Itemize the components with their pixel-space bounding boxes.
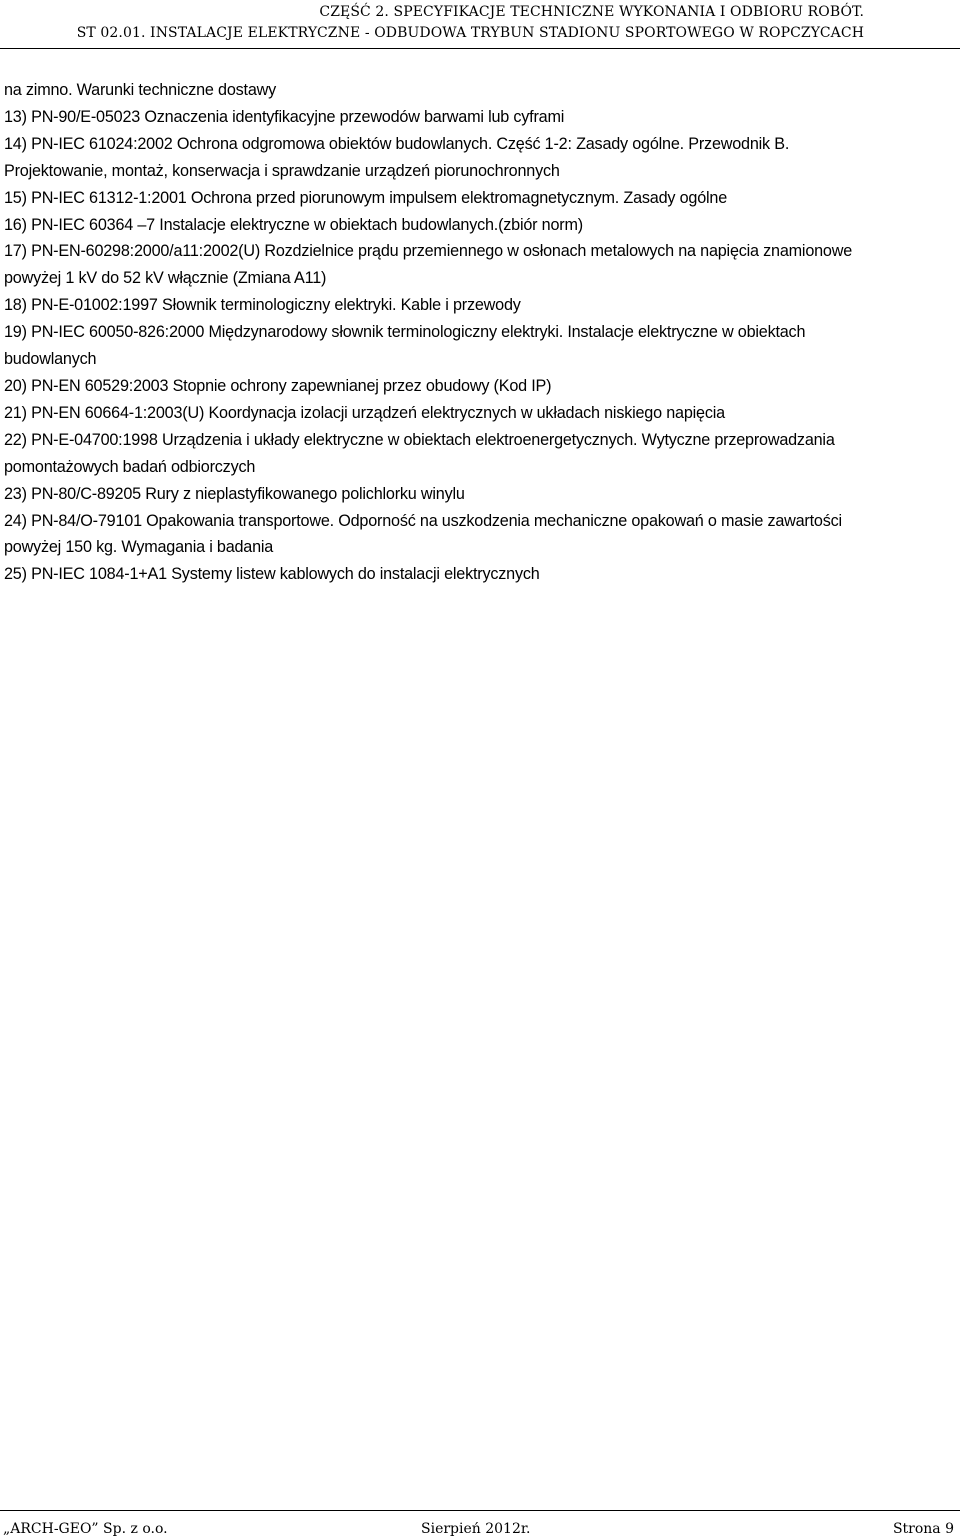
body-line: 16) PN-IEC 60364 –7 Instalacje elektryczne w obiektach budowlanych.(zbiór norm) [4,215,583,234]
footer-divider [0,1510,960,1511]
footer-date: Sierpień 2012r. [421,1521,531,1537]
document-body [4,77,956,588]
body-line: 23) PN-80/C-89205 Rury z nieplastyfikowanego polichlorku winylu [4,484,465,503]
body-line: 25) PN-IEC 1084-1+A1 Systemy listew kablowych do instalacji elektrycznych [4,565,540,584]
body-line: 17) PN-EN-60298:2000/a11:2002(U) Rozdzielnice prądu przemiennego w osłonach metalowych na napięcia znamionowe [4,242,853,261]
body-line: pomontażowych badań odbiorczych [4,457,256,476]
page-footer [0,1519,960,1539]
body-line: 18) PN-E-01002:1997 Słownik terminologiczny elektryki. Kable i przewody [4,296,521,315]
header-subtitle-line: ST 02.01. INSTALACJE ELEKTRYCZNE - ODBUDOWA TRYBUN STADIONU SPORTOWEGO W ROPCZYCACH [76,25,864,41]
body-line: 20) PN-EN 60529:2003 Stopnie ochrony zapewnianej przez obudowy (Kod IP) [4,376,552,395]
header-title-line: CZĘŚĆ 2. SPECYFIKACJE TECHNICZNE WYKONANIA I ODBIORU ROBÓT. [319,4,864,20]
body-line: 14) PN-IEC 61024:2002 Ochrona odgromowa obiektów budowlanych. Część 1-2: Zasady ogólne. Przewodnik B. [4,134,790,153]
body-line: powyżej 1 kV do 52 kV włącznie (Zmiana A11) [4,269,327,288]
body-line: 19) PN-IEC 60050-826:2000 Międzynarodowy słownik terminologiczny elektryki. Instalacje elektryczne w obiektach [4,323,806,342]
page-header [77,2,864,44]
footer-company: „ARCH-GEO” Sp. z o.o. [3,1521,168,1537]
header-divider [0,48,960,49]
body-line: powyżej 150 kg. Wymagania i badania [4,538,274,557]
body-line: 21) PN-EN 60664-1:2003(U) Koordynacja izolacji urządzeń elektrycznych w układach niskiego napięcia [4,403,725,422]
body-line: budowlanych [4,350,97,369]
body-line: 13) PN-90/E-05023 Oznaczenia identyfikacyjne przewodów barwami lub cyframi [4,107,565,126]
body-line: 15) PN-IEC 61312-1:2001 Ochrona przed piorunowym impulsem elektromagnetycznym. Zasady ogólne [4,188,727,207]
body-line: Projektowanie, montaż, konserwacja i sprawdzanie urządzeń piorunochronnych [4,161,560,180]
body-line: 24) PN-84/O-79101 Opakowania transportowe. Odporność na uszkodzenia mechaniczne opakowań o masie zawartości [4,511,842,530]
body-line: 22) PN-E-04700:1998 Urządzenia i układy elektryczne w obiektach elektroenergetycznych. Wytyczne przeprowadzania [4,430,835,449]
body-line: na zimno. Warunki techniczne dostawy [4,81,277,99]
footer-page-number: Strona 9 [892,1521,954,1537]
